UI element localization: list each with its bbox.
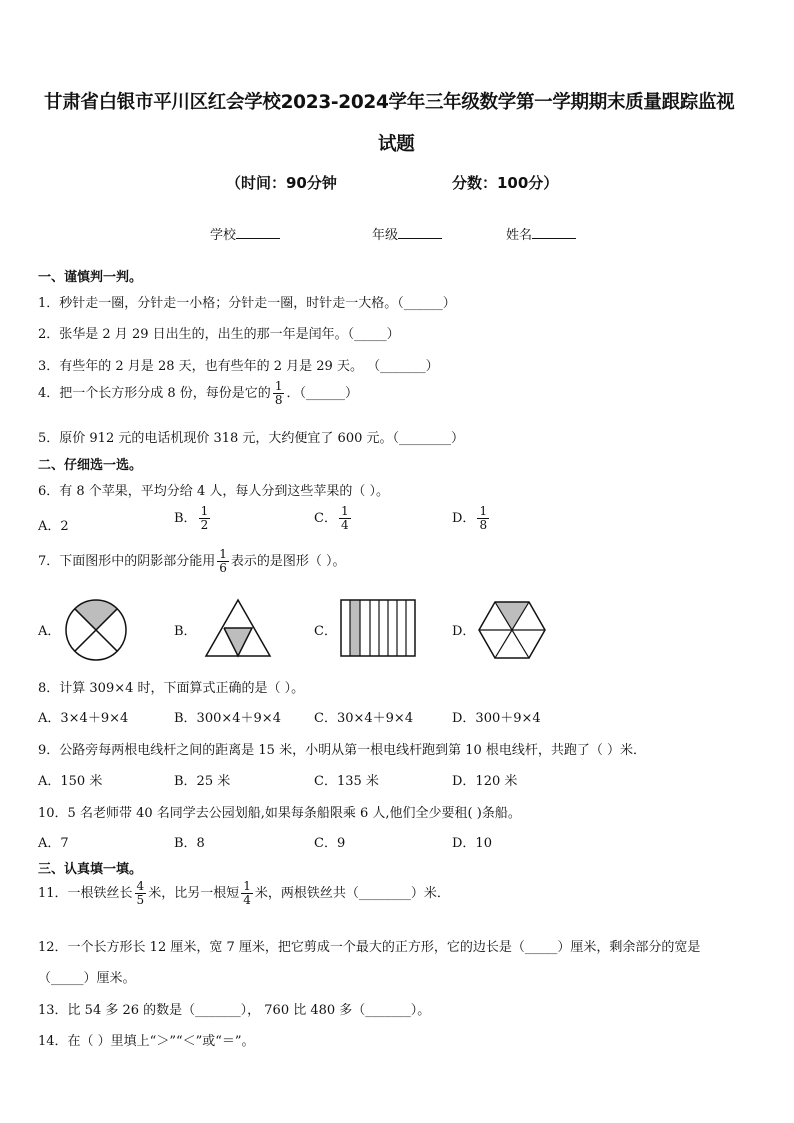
question-12-line-1: 12．一个长方形长 12 厘米，宽 7 厘米，把它剪成一个最大的正方形，它的边长是（_____）厘米，剩余部分的宽是 <box>38 940 701 955</box>
section-heading-1: 一、谨慎判一判。 <box>38 270 143 285</box>
q9-option-b: B．25 米 <box>174 774 231 789</box>
q10-option-c: C．9 <box>314 836 346 851</box>
school-field: 学校 <box>210 224 280 243</box>
q8-option-c: C．30×4＋9×4 <box>314 711 414 726</box>
q8-option-b: B．300×4＋9×4 <box>174 711 281 726</box>
hexagon-figure <box>477 600 547 660</box>
exam-time: （时间：90分钟 <box>226 174 337 192</box>
title-line-2: 试题 <box>378 134 415 155</box>
title-line-1: 甘肃省白银市平川区红会学校2023-2024学年三年级数学第一学期期末质量跟踪监视 <box>44 92 735 113</box>
q10-option-d: D．10 <box>452 836 492 851</box>
q6-option-a: A．2 <box>38 519 69 534</box>
grade-field: 年级 <box>372 224 442 243</box>
section-heading-2: 二、仔细选一选。 <box>38 458 143 473</box>
q7-option-c: C． <box>314 624 337 639</box>
question-1: 1．秒针走一圈，分针走一小格；分针走一圈，时针走一大格。（______） <box>38 296 456 311</box>
q9-option-a: A．150 米 <box>38 774 103 789</box>
triangle-figure <box>204 598 272 660</box>
question-11: 11．一根铁丝长 $\frac{4}{5}$ 米，比另一根短 $\frac{1}{4}$ 米，两根铁丝共（________）米． <box>38 879 450 907</box>
q8-option-a: A．3×4＋9×4 <box>38 711 129 726</box>
q6-option-d: D． $\frac{1}{8}$ <box>452 504 488 532</box>
question-2: 2．张华是 2 月 29 日出生的，出生的那一年是闰年。（_____） <box>38 327 400 342</box>
section-heading-3: 三、认真填一填。 <box>38 862 143 877</box>
exam-score: 分数：100分） <box>452 174 559 192</box>
q8-option-d: D．300＋9×4 <box>452 711 541 726</box>
circle-quarters-figure <box>64 598 128 662</box>
question-10: 10．5 名老师带 40 名同学去公园划船,如果每条船限乘 6 人,他们全少要租( )条船。 <box>38 806 521 821</box>
q6-option-b: B． $\frac{1}{2}$ <box>174 504 209 532</box>
q9-option-c: C．135 米 <box>314 774 379 789</box>
q6-option-c: C． $\frac{1}{4}$ <box>314 504 349 532</box>
question-3: 3．有些年的 2 月是 28 天，也有些年的 2 月是 29 天。 （_______） <box>38 359 439 374</box>
name-field: 姓名 <box>506 224 576 243</box>
striped-rectangle-figure <box>340 599 416 657</box>
q9-option-d: D．120 米 <box>452 774 518 789</box>
question-5: 5．原价 912 元的电话机现价 318 元，大约便宜了 600 元。（________） <box>38 431 465 446</box>
question-14: 14．在（ ）里填上“＞”“＜”或“＝”。 <box>38 1034 255 1049</box>
question-13: 13．比 54 多 26 的数是（_______）， 760 比 480 多（_______）。 <box>38 1003 431 1018</box>
q7-option-a: A． <box>38 624 61 639</box>
q10-option-b: B．8 <box>174 836 205 851</box>
q7-option-b: B． <box>174 624 197 639</box>
question-8: 8．计算 309×4 时，下面算式正确的是（ ）。 <box>38 681 305 696</box>
fraction: $\frac{1}{8}$ <box>274 379 283 407</box>
question-7: 7．下面图形中的阴影部分能用 $\frac{1}{6}$ 表示的是图形（ ）。 <box>38 547 346 575</box>
q7-option-d: D． <box>452 624 476 639</box>
question-6: 6．有 8 个苹果，平均分给 4 人，每人分到这些苹果的（ ）。 <box>38 484 389 499</box>
question-4: 4．把一个长方形分成 8 份，每份是它的 $\frac{1}{8}$ ．（______） <box>38 379 358 407</box>
question-9: 9．公路旁每两根电线杆之间的距离是 15 米，小明从第一根电线杆跑到第 10 根电线杆，共跑了（ ）米． <box>38 743 647 758</box>
q10-option-a: A．7 <box>38 836 69 851</box>
question-12-line-2: （_____）厘米。 <box>38 971 136 986</box>
